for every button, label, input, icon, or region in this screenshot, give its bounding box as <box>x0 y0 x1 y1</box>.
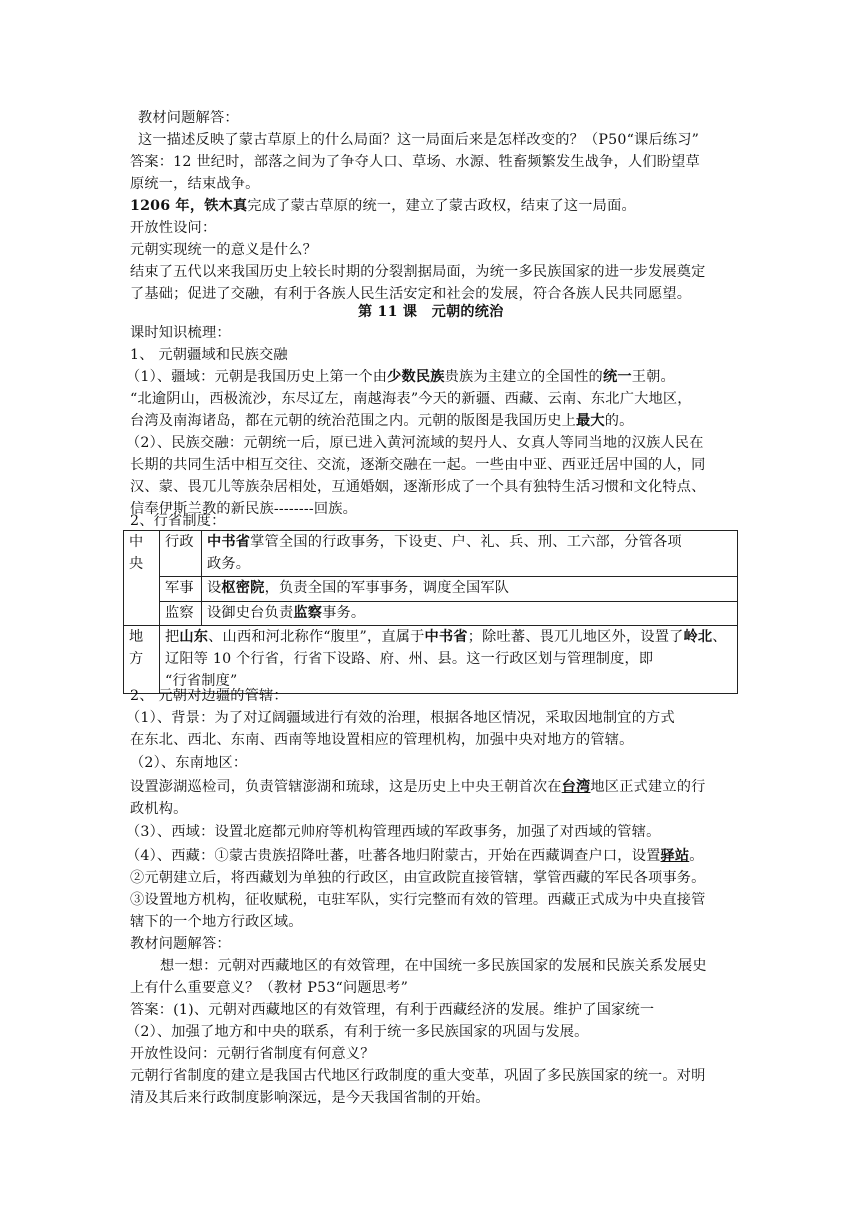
subsection-heading: 2、 元朝对边疆的管辖： <box>130 688 288 704</box>
text-run: 掌管全国的行政事务，下设吏、户、礼、兵、刑、工六部，分管各项 <box>250 534 682 550</box>
text-run: 设置澎湖巡检司，负责管辖澎湖和琉球，这是历史上中央王朝首次在 <box>130 779 562 795</box>
question-text: 想一想：元朝对西藏地区的有效管理，在中国统一多民族国家的发展和民族关系发展史 <box>160 958 707 974</box>
paragraph-line: 政机构。 <box>130 801 188 817</box>
paragraph-line: （3）、西域：设置北庭都元帅府等机构管理西域的军政事务，加强了对西域的管辖。 <box>126 824 661 840</box>
answer-text: 了基础；促进了交融，有利于各族人民生活安定和社会的发展，符合各族人民共同愿望。 <box>130 286 692 302</box>
province-system-table <box>123 530 738 694</box>
text-run: 、辽阳等 10 个行省，行省下设路、府、州、县。这一行政区划与管理制度，即 <box>165 629 727 667</box>
answer-text: 原统一，结束战争。 <box>130 176 260 192</box>
bold-term: 铁木真 <box>204 198 248 214</box>
paragraph-line: （2）、民族交融：元朝统一后，原已进入黄河流域的契丹人、女真人等同当地的汉族人民在 <box>126 435 704 451</box>
paragraph-line: （2）、东南地区： <box>130 755 248 771</box>
text-run: 事务。 <box>322 604 366 621</box>
central-cell: 中央 <box>124 531 160 626</box>
underlined-term <box>562 779 591 795</box>
bold-term: 山东 <box>179 629 209 646</box>
question-text: 元朝实现统一的意义是什么？ <box>130 242 318 258</box>
text-run: 台湾及南海诸岛，都在元朝的统治范围之内。元朝的版图是我国历史上 <box>130 413 577 429</box>
text-run: ；除吐蕃、畏兀儿地区外，设置了 <box>467 629 684 646</box>
paragraph-line <box>126 846 746 868</box>
text-run: 完成了蒙古草原的统一，建立了蒙古政权，结束了这一局面。 <box>247 198 636 214</box>
text-run: 的。 <box>604 413 634 429</box>
question-text: 这一描述反映了蒙古草原上的什么局面？这一局面后来是怎样改变的？（P50“课后练习” <box>138 132 700 148</box>
paragraph-line: 汉、蒙、畏兀儿等族杂居相处，互通婚姻，逐渐形成了一个具有独特生活习惯和文化特点、 <box>130 479 706 495</box>
answer-text: 元朝行省制度的建立是我国古代地区行政制度的重大变革，巩固了多民族国家的统一。对明 <box>130 1068 706 1084</box>
bold-term: 台湾 <box>561 779 591 795</box>
text-run: 把 <box>165 629 180 646</box>
text-run: “行省制度” <box>165 672 238 689</box>
paragraph-line: “北逾阴山，西极流沙，东尽辽左，南越海表”今天的新疆、西藏、云南、东北广大地区， <box>130 391 692 407</box>
answer-text: 清及其后来行政制度影响深远，是今天我国省制的开始。 <box>130 1090 490 1106</box>
answer-text <box>130 196 750 218</box>
paragraph-line: ③设置地方机构，征收赋税，屯驻军队，实行完整而有效的管理。西藏正式成为中央直接管 <box>130 892 706 908</box>
section-heading: 教材问题解答： <box>138 110 239 126</box>
bold-term: 中书省 <box>207 534 251 550</box>
paragraph-line: 长期的共同生活中相互交往、交流，逐渐交融在一起。一些由中亚、西亚迁居中国的人，同 <box>130 457 706 473</box>
text-run: （4）、西藏：①蒙古贵族招降吐蕃，吐蕃各地归附蒙古，开始在西藏调查户口，设置 <box>126 848 661 864</box>
bold-term: 1206 年， <box>130 198 205 214</box>
text-run: 。 <box>689 848 704 864</box>
table-row <box>124 626 738 694</box>
section-heading: 开放性设问： <box>130 220 217 236</box>
supervision-content-cell <box>202 601 738 626</box>
paragraph-line <box>126 367 746 389</box>
supervision-label-cell: 监察 <box>160 601 202 626</box>
table-row <box>124 531 738 577</box>
military-label-cell: 军事 <box>160 577 202 602</box>
text-run: 贵族为主建立的全国性的 <box>444 369 603 385</box>
bold-term: 枢密院 <box>221 580 265 597</box>
bold-term: 监察 <box>293 604 323 621</box>
admin-label-cell: 行政 <box>160 531 202 577</box>
section-heading: 课时知识梳理： <box>130 325 231 341</box>
local-cell: 地方 <box>124 626 160 694</box>
text-run: ，负责全国的军事事务，调度全国军队 <box>264 580 510 597</box>
bold-term: 最大 <box>576 413 605 429</box>
table-row <box>124 577 738 602</box>
bold-term: 少数民族 <box>387 369 445 385</box>
bold-term: 驿站 <box>660 848 690 864</box>
subsection-heading: 1、 元朝疆域和民族交融 <box>130 347 288 363</box>
text-run: 、山西和河北称作“腹里”，直属于 <box>208 629 425 646</box>
paragraph-line: （1）、背景：为了对辽阔疆域进行有效的治理，根据各地区情况，采取因地制宜的方式 <box>126 710 675 726</box>
answer-text: 答案：(1)、元朝对西藏地区的有效管理，有利于西藏经济的发展。维护了国家统一 <box>130 1002 655 1018</box>
text-run: 设御史台负责 <box>207 604 294 621</box>
local-content-cell <box>160 626 738 694</box>
text-run: 地区正式建立的行 <box>590 779 706 795</box>
table-row <box>124 601 738 626</box>
text-run: 政务。 <box>207 555 251 572</box>
underlined-term <box>660 848 689 864</box>
paragraph-line: 辖下的一个地方行政区域。 <box>130 914 303 930</box>
answer-text: 答案：12 世纪时，部落之间为了争夺人口、草场、水源、牲畜频繁发生战争，人们盼望草 <box>130 154 700 170</box>
admin-content-cell <box>202 531 738 577</box>
bold-term: 岭北 <box>683 629 713 646</box>
paragraph-line <box>130 411 750 433</box>
military-content-cell <box>202 577 738 602</box>
paragraph-line: 在东北、西北、东南、西南等地设置相应的管理机构，加强中央对地方的管辖。 <box>130 732 634 748</box>
lesson-title: 第 11 课 元朝的统治 <box>358 304 504 320</box>
paragraph-line <box>130 777 750 799</box>
text-run: （1）、疆域：元朝是我国历史上第一个由 <box>126 369 388 385</box>
question-text: 上有什么重要意义？（教材 P53“问题思考” <box>130 980 409 996</box>
text-run: 王朝。 <box>631 369 675 385</box>
text-run: 设 <box>207 580 222 597</box>
section-heading: 开放性设问：元朝行省制度有何意义？ <box>130 1046 375 1062</box>
paragraph-line: ②元朝建立后，将西藏划为单独的行政区，由宣政院直接管辖，掌管西藏的军民各项事务。 <box>130 870 706 886</box>
bold-term: 统一 <box>602 369 632 385</box>
subsection-heading: 2、行省制度： <box>130 513 226 529</box>
answer-text: （2）、加强了地方和中央的联系，有利于统一多民族国家的巩固与发展。 <box>126 1024 589 1040</box>
answer-text: 结束了五代以来我国历史上较长时期的分裂割据局面，为统一多民族国家的进一步发展奠定 <box>130 264 706 280</box>
paragraph-line: 信奉伊斯兰教的新民族--------回族。 <box>130 501 357 517</box>
bold-term: 中书省 <box>424 629 468 646</box>
section-heading: 教材问题解答： <box>130 936 231 952</box>
